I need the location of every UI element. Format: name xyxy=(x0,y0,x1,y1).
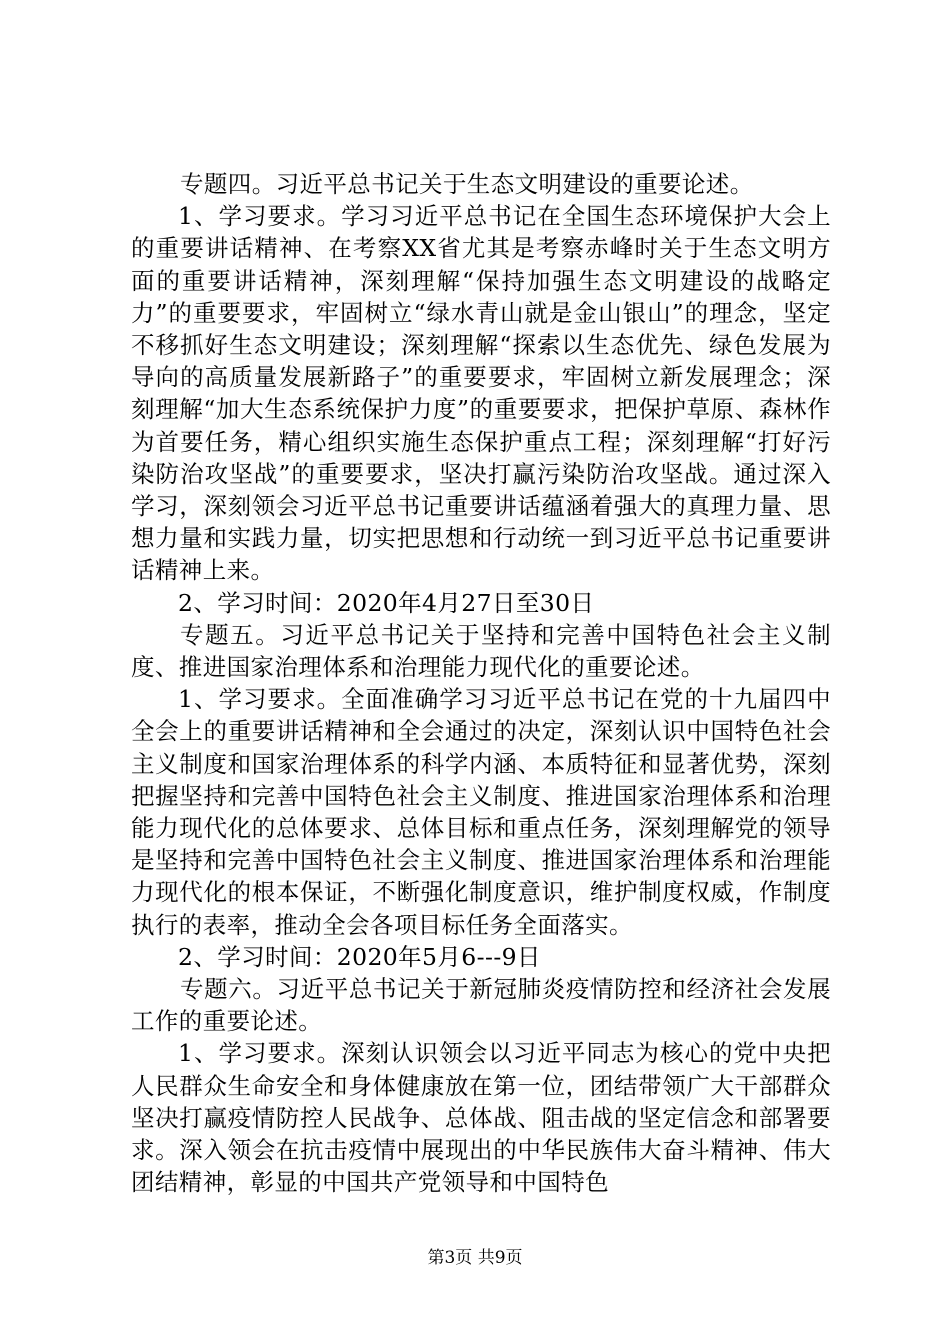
paragraph-study-requirements-4: 1、学习要求。学习习近平总书记在全国生态环境保护大会上的重要讲话精神、在考察XX省尤其是考察赤峰时关于生态文明方面的重要讲话精神，深刻理解“保持加强生态文明建设的战略定力”的重要要求，牢固树立“绿水青山就是金山银山”的理念，坚定不移抓好生态文明建设；深刻理解“探索以生态优先、绿色发展为导向的高质量发展新路子”的重要要求，牢固树立新发展理念；深刻理解“加大生态系统保护力度”的重要要求，把保护草原、森林作为首要任务，精心组织实施生态保护重点工程；深刻理解“打好污染防治攻坚战”的重要要求，坚决打赢污染防治攻坚战。通过深入学习，深刻领会习近平总书记重要讲话蕴涵着强大的真理力量、思想力量和实践力量，切实把思想和行动统一到习近平总书记重要讲话精神上来。 xyxy=(131,202,831,585)
page-number-footer: 第3页 共9页 xyxy=(427,1248,523,1268)
paragraph-study-time-4: 2、学习时间：2020年4月27日至30日 xyxy=(178,588,595,617)
paragraph-study-time-5: 2、学习时间：2020年5月6---9日 xyxy=(178,942,541,971)
document-body xyxy=(131,168,831,1199)
section-heading-5: 专题五。习近平总书记关于坚持和完善中国特色社会主义制度、推进国家治理体系和治理能力现代化的重要论述。 xyxy=(131,620,831,682)
section-heading-4: 专题四。习近平总书记关于生态文明建设的重要论述。 xyxy=(180,170,754,198)
section-heading-6: 专题六。习近平总书记关于新冠肺炎疫情防控和经济社会发展工作的重要论述。 xyxy=(131,975,831,1036)
paragraph-study-requirements-6: 1、学习要求。深刻认识领会以习近平同志为核心的党中央把人民群众生命安全和身体健康放在第一位，团结带领广大干部群众坚决打赢疫情防控人民战争、总体战、阻击战的坚定信念和部署要求。深入领会在抗击疫情中展现出的中华民族伟大奋斗精神、伟大团结精神，彰显的中国共产党领导和中国特色 xyxy=(131,1039,831,1197)
paragraph-study-requirements-5: 1、学习要求。全面准确学习习近平总书记在党的十九届四中全会上的重要讲话精神和全会通过的决定，深刻认识中国特色社会主义制度和国家治理体系的科学内涵、本质特征和显著优势，深刻把握坚持和完善中国特色社会主义制度、推进国家治理体系和治理能力现代化的总体要求、总体目标和重点任务，深刻理解党的领导是坚持和完善中国特色社会主义制度、推进国家治理体系和治理能力现代化的根本保证，不断强化制度意识，维护制度权威，作制度执行的表率，推动全会各项目标任务全面落实。 xyxy=(131,685,831,939)
